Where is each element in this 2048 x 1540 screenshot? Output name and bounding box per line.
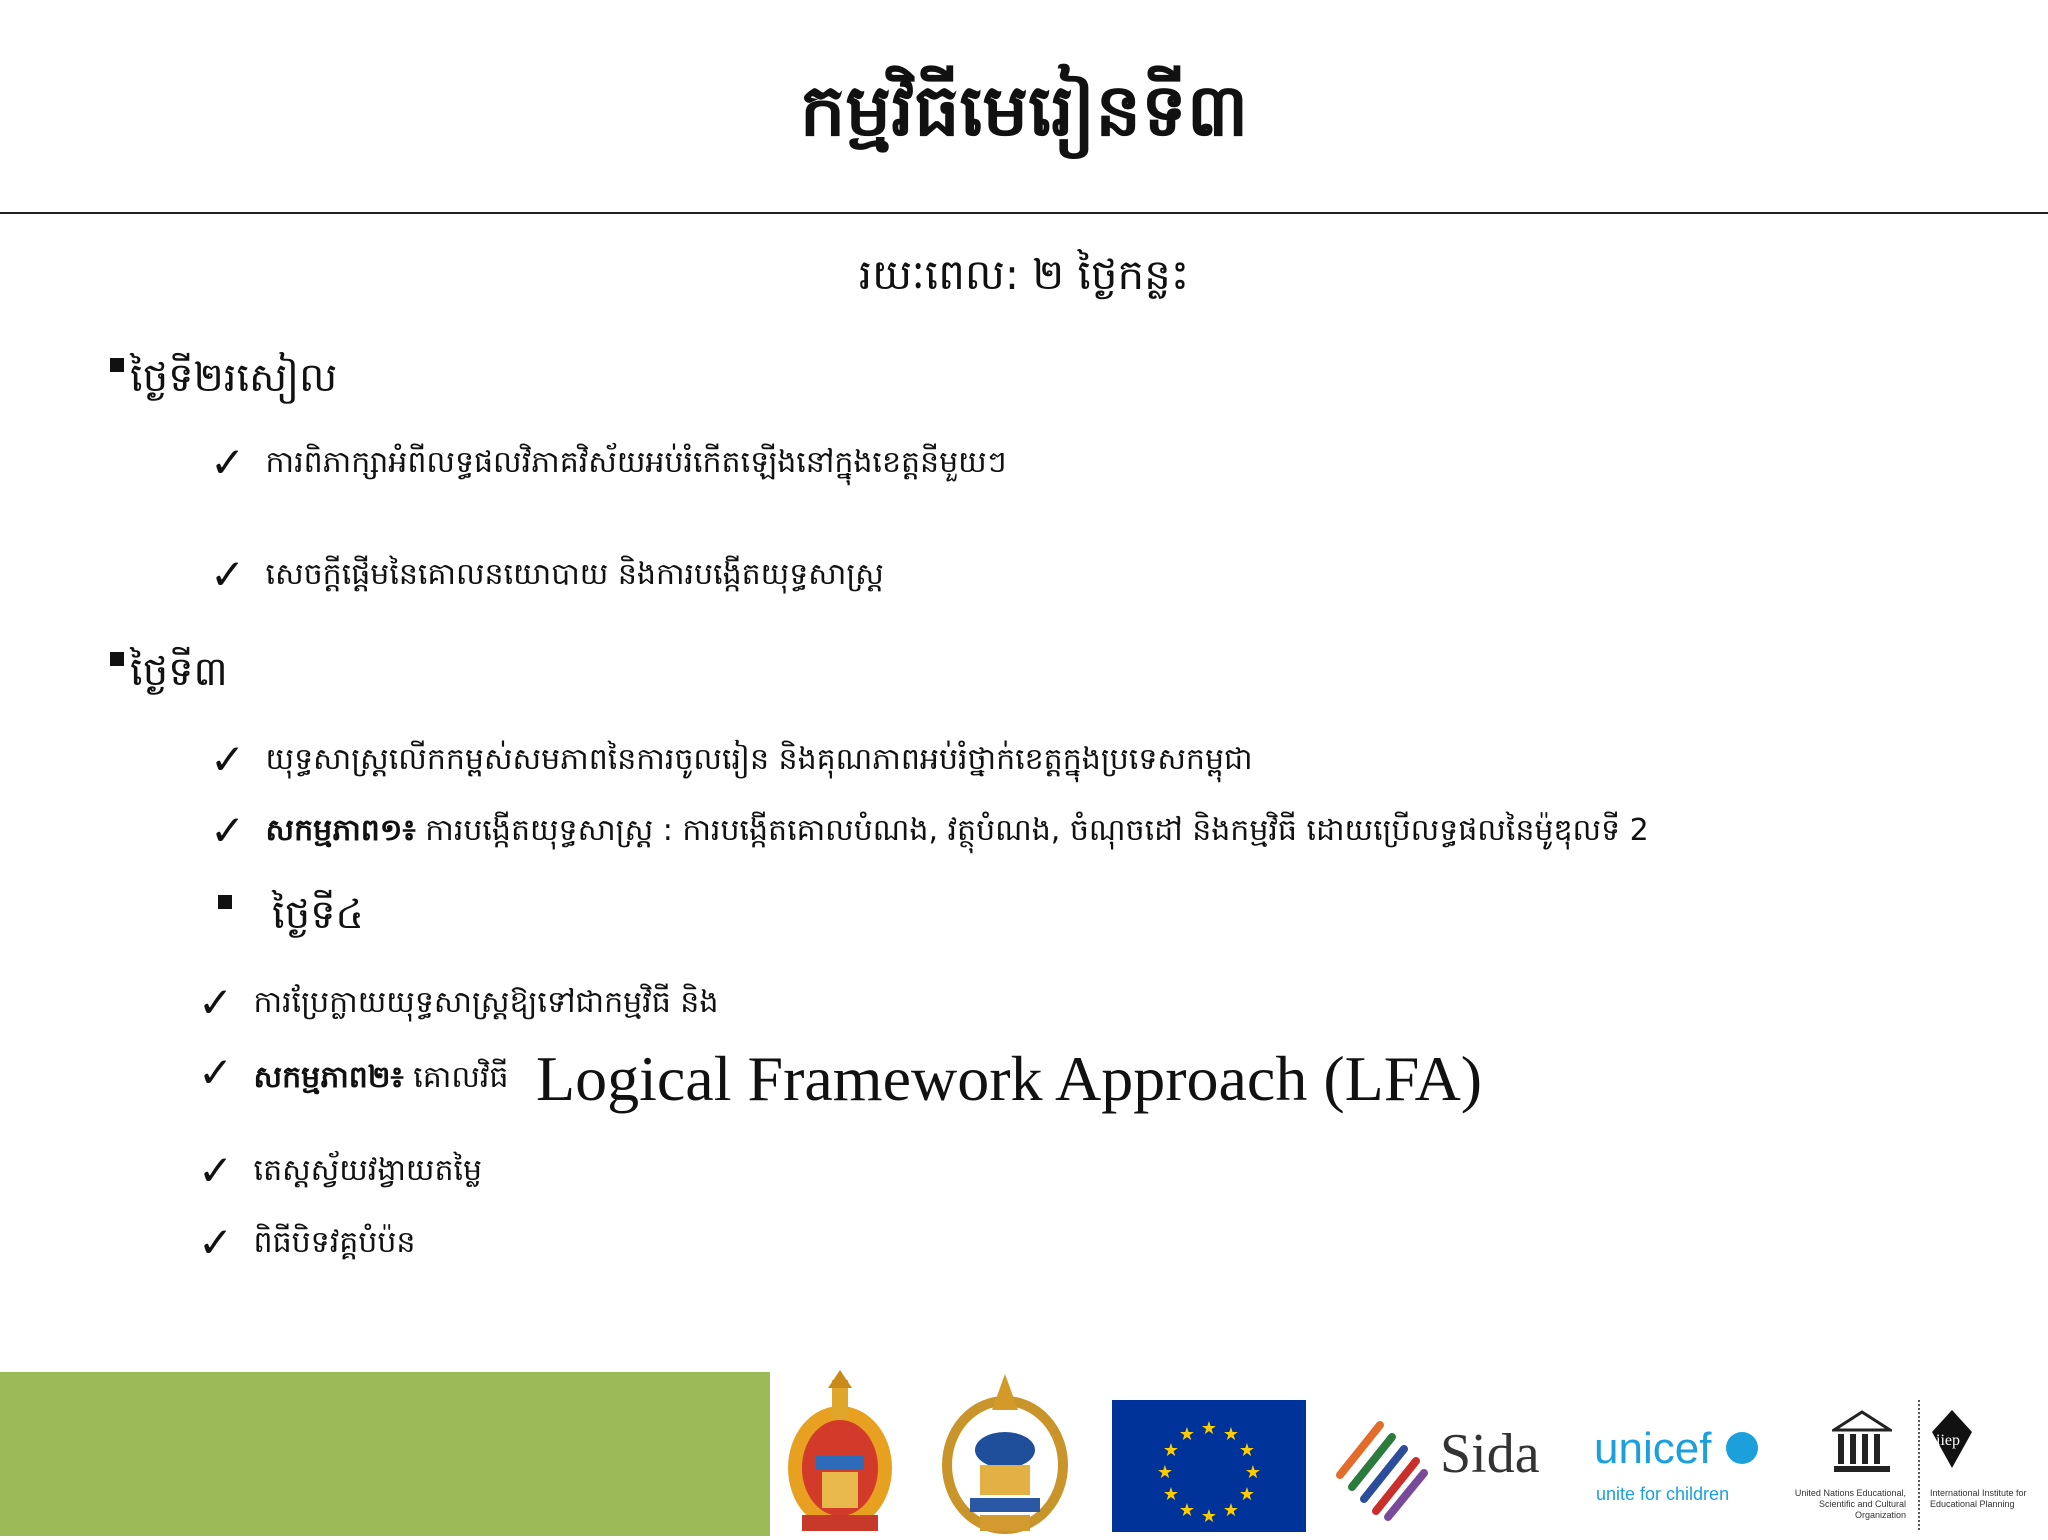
checkmark-icon: ✓ (210, 550, 246, 599)
item-text: ការបង្កើតយុទ្ធសាស្ត្រ : ការបង្កើតគោលបំណង, វត្ថុបំណង, ចំណុចដៅ និងកម្មវិធី ដោយប្រើលទ្ធផលនៃម៉ូឌុលទី 2 (425, 813, 1649, 848)
svg-text:★: ★ (1156, 1462, 1174, 1483)
svg-text:★: ★ (1244, 1462, 1262, 1483)
item-text: តេស្តស្វ័យវង្វាយតម្លៃ (253, 1153, 483, 1188)
day-heading-2 (110, 348, 337, 408)
item-text: យុទ្ធសាស្ត្រលើកកម្ពស់សមភាពនៃការចូលរៀន និងគុណភាពអប់រំថ្នាក់ខេត្តក្នុងប្រទេសកម្ពុជា (265, 742, 1253, 777)
square-bullet-icon (110, 652, 124, 666)
item-text: សេចក្តីផ្តើមនៃគោលនយោបាយ និងការបង្កើតយុទ្ធសាស្ត្រ (265, 557, 884, 592)
iiep-mark: iiep (1936, 1432, 1960, 1449)
slide-title: កម្មវិធីមេរៀនទី៣ (799, 68, 1249, 152)
logo-divider (1918, 1400, 1922, 1530)
unicef-tagline: unite for children (1596, 1484, 1730, 1504)
svg-text:★: ★ (1162, 1440, 1180, 1461)
svg-text:★: ★ (1178, 1424, 1196, 1445)
checkmark-icon: ✓ (198, 978, 234, 1027)
iiep-caption: International Institute for Educational Planning (1930, 1488, 2027, 1509)
svg-text:★: ★ (1222, 1424, 1240, 1445)
checkmark-icon: ✓ (198, 1048, 234, 1097)
unicef-globe-icon (1726, 1432, 1758, 1464)
list-item (210, 737, 1253, 788)
unicef-logo (1590, 1370, 1770, 1536)
eu-flag-logo (1112, 1400, 1306, 1532)
svg-text:★: ★ (1200, 1506, 1218, 1527)
checkmark-icon: ✓ (210, 438, 246, 487)
item-text: ការប្រែក្លាយយុទ្ធសាស្ត្រឱ្យទៅជាកម្មវិធី និង (253, 985, 719, 1020)
svg-text:★: ★ (1238, 1440, 1256, 1461)
sida-wordmark: Sida (1440, 1423, 1540, 1485)
list-item (198, 980, 718, 1031)
unicef-wordmark: unicef (1594, 1424, 1712, 1473)
checkmark-icon: ✓ (198, 1146, 234, 1195)
list-item (198, 1220, 415, 1271)
lfa-title: Logical Framework Approach (LFA) (536, 1042, 1483, 1114)
day-heading-3 (110, 642, 228, 702)
title-divider (0, 212, 2048, 214)
day-label: ថ្ងៃទី៣ (130, 649, 228, 695)
svg-text:★: ★ (1222, 1500, 1240, 1521)
slide-subtitle: រយៈពេល: ២ ថ្ងៃកន្លះ (858, 250, 1190, 299)
item-text: គោលវិធី (413, 1060, 509, 1095)
day-label: ថ្ងៃទី២រសៀល (130, 355, 338, 401)
list-item (198, 1148, 482, 1199)
ministry-emblem-logo (940, 1370, 1070, 1536)
activity-label: សកម្មភាព១៖ (265, 813, 416, 848)
list-item (210, 808, 1649, 859)
list-item (210, 440, 1006, 491)
checkmark-icon: ✓ (198, 1218, 234, 1267)
item-text: ពិធីបិទវគ្គបំប៉ន (253, 1225, 416, 1260)
activity-label: សកម្មភាព២៖ (253, 1060, 404, 1095)
sida-logo (1330, 1370, 1550, 1536)
item-text: ការពិភាក្សាអំពីលទ្ធផលវិភាគវិស័យអប់រំកើតឡើងនៅក្នុងខេត្តនីមួយៗ (265, 445, 1007, 480)
list-item (198, 1042, 1483, 1114)
svg-text:★: ★ (1200, 1418, 1218, 1439)
checkmark-icon: ✓ (210, 806, 246, 855)
royal-emblem-logo (782, 1370, 898, 1536)
unesco-logo (1790, 1370, 1910, 1536)
checkmark-icon: ✓ (210, 735, 246, 784)
list-item (210, 552, 884, 603)
square-bullet-icon (110, 358, 124, 372)
svg-text:★: ★ (1162, 1484, 1180, 1505)
square-bullet-icon (218, 895, 232, 909)
unesco-caption: United Nations Educational, Scientific and Cultural Organization (1794, 1488, 1906, 1520)
svg-text:★: ★ (1238, 1484, 1256, 1505)
footer-accent-bar (0, 1372, 770, 1536)
svg-text:★: ★ (1178, 1500, 1196, 1521)
day-heading-4 (218, 885, 364, 945)
iiep-logo (1928, 1370, 2046, 1536)
day-label: ថ្ងៃទី៤ (272, 892, 364, 938)
